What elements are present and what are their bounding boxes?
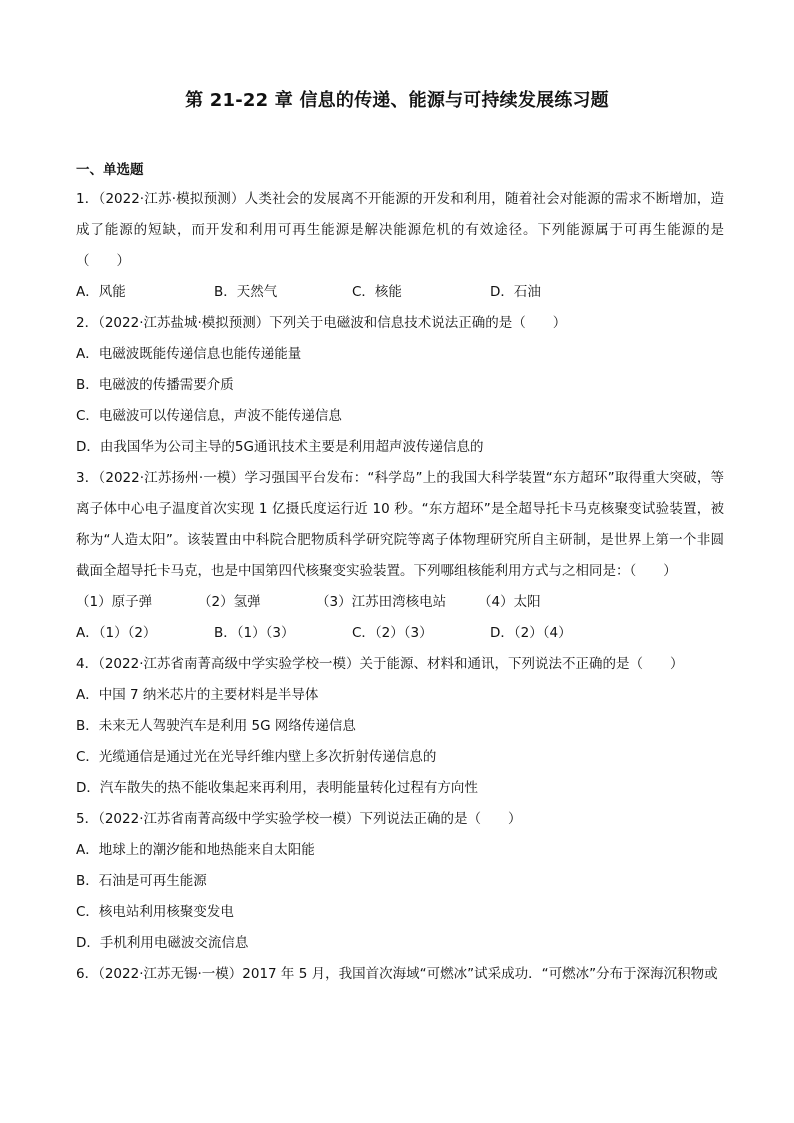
question-1-options <box>76 277 724 308</box>
question-3-option-a[interactable]: A．（1）（2） <box>76 625 157 641</box>
question-3-subitem-2: （2）氢弹 <box>198 594 261 610</box>
question-3-option-d[interactable]: D．（2）（4） <box>490 625 572 641</box>
question-2-option-c[interactable]: C．电磁波可以传递信息，声波不能传递信息 <box>76 408 342 424</box>
question-1-stem: 1．（2022·江苏·模拟预测）人类社会的发展离不开能源的开发和利用，随着社会对能源的需求不断增加，造成了能源的短缺，而开发和利用可再生能源是解决能源危机的有效途径。下列能源属于可再生能源的是（ ） <box>76 191 724 269</box>
question-4-options <box>76 680 724 804</box>
question-5-option-c[interactable]: C．核电站利用核聚变发电 <box>76 904 234 920</box>
question-3-stem: 3．（2022·江苏扬州·一模）学习强国平台发布：“科学岛”上的我国大科学装置“东方超环”取得重大突破，等离子体中心电子温度首次实现 1 亿摄氏度运行近 10 秒。“东方超环”是全超导托卡马克核聚变试验装置，被称为“人造太阳”。该装置由中科院合肥物质科学研究院等离子体物理研究所自主研制，是世界上第一个非圆截面全超导托卡马克，也是中国第四代核聚变实验装置。下列哪组核能利用方式与之相同是：（ ） <box>76 470 724 579</box>
page-title: 第 21-22 章 信息的传递、能源与可持续发展练习题 <box>185 90 609 111</box>
question-3-subitem-4: （4）太阳 <box>478 594 541 610</box>
question-3-subitem-1: （1）原子弹 <box>76 594 153 610</box>
question-2-option-d[interactable]: D．由我国华为公司主导的5G通讯技术主要是利用超声波传递信息的 <box>76 439 484 455</box>
question-3-option-c[interactable]: C．（2）（3） <box>352 625 433 641</box>
question-2-options <box>76 339 724 463</box>
question-1-option-c[interactable]: C．核能 <box>352 284 402 300</box>
question-1-option-b[interactable]: B．天然气 <box>214 284 278 300</box>
question-4-stem: 4．（2022·江苏省南菁高级中学实验学校一模）关于能源、材料和通讯，下列说法不正确的是（ ） <box>76 656 684 672</box>
question-3-option-b[interactable]: B．（1）（3） <box>214 625 295 641</box>
question-2-option-b[interactable]: B．电磁波的传播需要介质 <box>76 377 234 393</box>
question-2-stem: 2．（2022·江苏盐城·模拟预测）下列关于电磁波和信息技术说法正确的是（ ） <box>76 315 567 331</box>
question-5-options <box>76 835 724 959</box>
question-4-option-c[interactable]: C．光缆通信是通过光在光导纤维内壁上多次折射传递信息的 <box>76 749 437 765</box>
question-1-option-a[interactable]: A．风能 <box>76 284 126 300</box>
question-5-stem: 5．（2022·江苏省南菁高级中学实验学校一模）下列说法正确的是（ ） <box>76 811 522 827</box>
question-5-option-a[interactable]: A．地球上的潮汐能和地热能来自太阳能 <box>76 842 315 858</box>
question-1-option-d[interactable]: D．石油 <box>490 284 541 300</box>
question-2-option-a[interactable]: A．电磁波既能传递信息也能传递能量 <box>76 346 302 362</box>
question-5-option-d[interactable]: D．手机利用电磁波交流信息 <box>76 935 249 951</box>
question-3-options <box>76 618 724 649</box>
question-4-option-d[interactable]: D．汽车散失的热不能收集起来再利用，表明能量转化过程有方向性 <box>76 780 478 796</box>
question-4-option-b[interactable]: B．未来无人驾驶汽车是利用 5G 网络传递信息 <box>76 718 356 734</box>
question-6-stem: 6．（2022·江苏无锡·一模）2017 年 5 月，我国首次海域“可燃冰”试采成功．“可燃冰”分布于深海沉积物或 <box>76 966 718 982</box>
question-list <box>76 156 724 990</box>
question-5-option-b[interactable]: B．石油是可再生能源 <box>76 873 207 889</box>
question-3-subitem-3: （3）江苏田湾核电站 <box>316 594 447 610</box>
question-3-subitems <box>76 587 724 618</box>
question-4-option-a[interactable]: A．中国 7 纳米芯片的主要材料是半导体 <box>76 687 319 703</box>
section-heading: 一、单选题 <box>76 162 144 178</box>
